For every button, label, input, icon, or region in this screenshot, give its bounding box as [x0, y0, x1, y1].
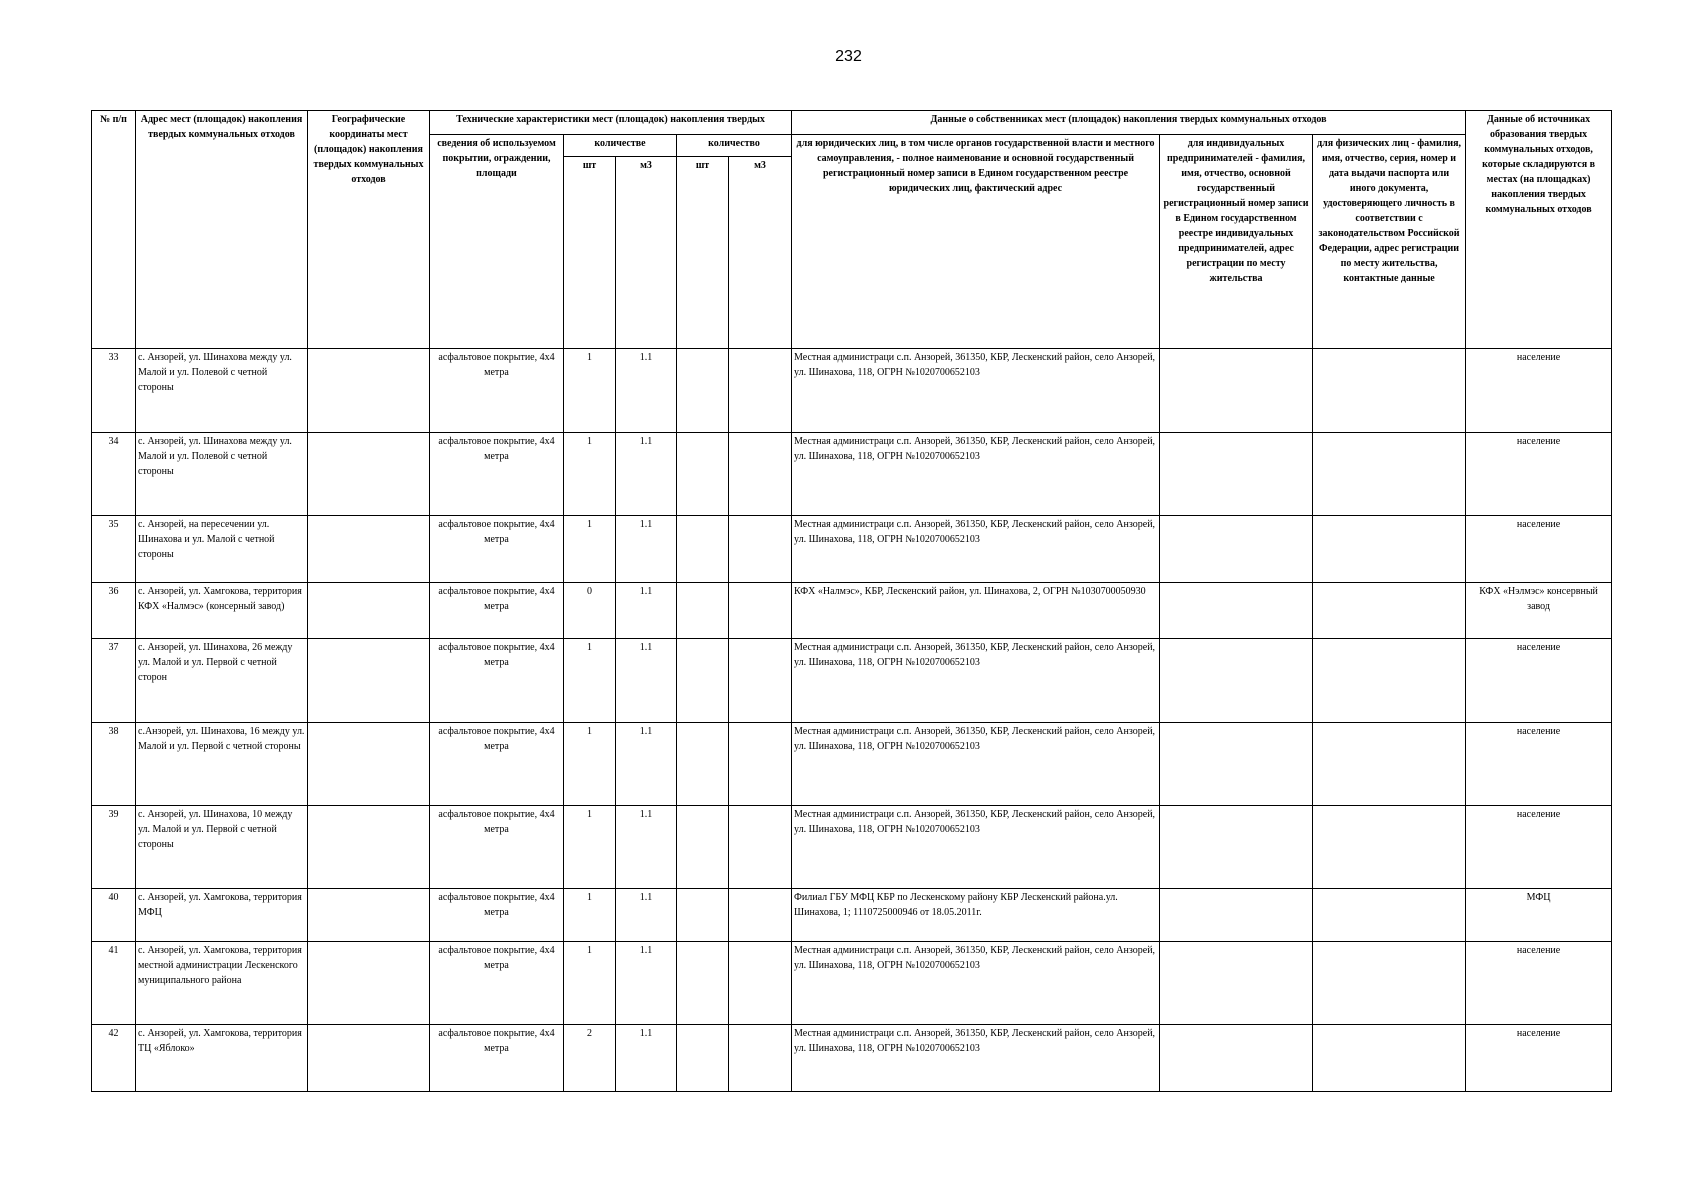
cell-sht: 1 — [564, 516, 616, 583]
cell-address: с.Анзорей, ул. Шинахова, 16 между ул. Малой и ул. Первой с четной стороны — [136, 723, 308, 806]
cell-m3-2 — [729, 639, 792, 723]
cell-phys — [1313, 1025, 1466, 1092]
table-row — [92, 889, 1612, 942]
cell-phys — [1313, 516, 1466, 583]
cell-address: с. Анзорей, ул. Хамгокова, территория КФХ «Налмэс» (консерный завод) — [136, 583, 308, 639]
cell-m3-2 — [729, 349, 792, 433]
cell-ip — [1160, 889, 1313, 942]
cell-sht-2 — [677, 516, 729, 583]
cell-geo — [308, 723, 430, 806]
cell-m3: 1.1 — [616, 516, 677, 583]
cell-phys — [1313, 806, 1466, 889]
cell-source: население — [1466, 1025, 1612, 1092]
cell-m3-2 — [729, 806, 792, 889]
cell-geo — [308, 889, 430, 942]
cell-m3: 1.1 — [616, 583, 677, 639]
cell-sht: 1 — [564, 639, 616, 723]
cell-m3: 1.1 — [616, 889, 677, 942]
header-unit-sht-2: шт — [677, 157, 729, 349]
cell-legal: Местная администраци с.п. Анзорей, 361350, КБР, Лескенский район, село Анзорей, ул. Шинахова, 118, ОГРН №1020700652103 — [792, 639, 1160, 723]
cell-source: население — [1466, 806, 1612, 889]
cell-ip — [1160, 433, 1313, 516]
cell-num: 39 — [92, 806, 136, 889]
cell-geo — [308, 1025, 430, 1092]
cell-sht-2 — [677, 1025, 729, 1092]
cell-address: с. Анзорей, ул. Шинахова между ул. Малой и ул. Полевой с четной стороны — [136, 349, 308, 433]
cell-m3-2 — [729, 942, 792, 1025]
header-unit-m3: м3 — [616, 157, 677, 349]
cell-phys — [1313, 889, 1466, 942]
header-tech-cover: сведения об используемом покрытии, ограждении, площади — [430, 135, 564, 349]
header-address: Адрес мест (площадок) накопления твердых коммунальных отходов — [136, 111, 308, 349]
cell-sht-2 — [677, 349, 729, 433]
cell-sht: 1 — [564, 433, 616, 516]
cell-sht-2 — [677, 639, 729, 723]
cell-m3: 1.1 — [616, 723, 677, 806]
table-row — [92, 723, 1612, 806]
header-geo: Географические координаты мест (площадок) накопления твердых коммунальных отходов — [308, 111, 430, 349]
header-owners-ip: для индивидуальных предпринимателей - фамилия, имя, отчество, основной государственный регистрационный номер записи в Едином государственном реестре индивидуальных предпринимателей, адрес регистрации по месту жительства — [1160, 135, 1313, 349]
table-row — [92, 583, 1612, 639]
cell-sht: 1 — [564, 723, 616, 806]
cell-m3: 1.1 — [616, 806, 677, 889]
cell-cover: асфальтовое покрытие, 4х4 метра — [430, 583, 564, 639]
cell-ip — [1160, 349, 1313, 433]
header-unit-sht: шт — [564, 157, 616, 349]
cell-cover: асфальтовое покрытие, 4х4 метра — [430, 942, 564, 1025]
cell-geo — [308, 806, 430, 889]
page-number: 232 — [835, 48, 862, 65]
table-row — [92, 942, 1612, 1025]
cell-sht: 2 — [564, 1025, 616, 1092]
cell-sht: 1 — [564, 349, 616, 433]
cell-sht-2 — [677, 942, 729, 1025]
table-row — [92, 433, 1612, 516]
cell-m3: 1.1 — [616, 433, 677, 516]
cell-legal: Местная администраци с.п. Анзорей, 361350, КБР, Лескенский район, село Анзорей, ул. Шинахова, 118, ОГРН №1020700652103 — [792, 723, 1160, 806]
cell-sht: 1 — [564, 806, 616, 889]
cell-ip — [1160, 639, 1313, 723]
cell-ip — [1160, 583, 1313, 639]
cell-m3: 1.1 — [616, 639, 677, 723]
cell-source: КФХ «Нэлмэс» консервный завод — [1466, 583, 1612, 639]
cell-legal: Местная администраци с.п. Анзорей, 361350, КБР, Лескенский район, село Анзорей, ул. Шинахова, 118, ОГРН №1020700652103 — [792, 1025, 1160, 1092]
table-row — [92, 806, 1612, 889]
cell-ip — [1160, 942, 1313, 1025]
cell-phys — [1313, 583, 1466, 639]
cell-m3-2 — [729, 516, 792, 583]
cell-phys — [1313, 349, 1466, 433]
cell-geo — [308, 433, 430, 516]
cell-source: население — [1466, 942, 1612, 1025]
cell-source: МФЦ — [1466, 889, 1612, 942]
cell-source: население — [1466, 516, 1612, 583]
header-owners: Данные о собственниках мест (площадок) накопления твердых коммунальных отходов — [792, 111, 1466, 135]
cell-m3: 1.1 — [616, 942, 677, 1025]
cell-cover: асфальтовое покрытие, 4х4 метра — [430, 639, 564, 723]
cell-address: с. Анзорей, ул. Хамгокова, территория ТЦ «Яблоко» — [136, 1025, 308, 1092]
cell-ip — [1160, 1025, 1313, 1092]
table-row — [92, 1025, 1612, 1092]
cell-cover: асфальтовое покрытие, 4х4 метра — [430, 349, 564, 433]
cell-source: население — [1466, 723, 1612, 806]
table-row — [92, 639, 1612, 723]
cell-geo — [308, 942, 430, 1025]
cell-ip — [1160, 806, 1313, 889]
cell-phys — [1313, 942, 1466, 1025]
cell-ip — [1160, 516, 1313, 583]
cell-legal: КФХ «Налмэс», КБР, Лескенский район, ул. Шинахова, 2, ОГРН №1030700050930 — [792, 583, 1160, 639]
cell-address: с. Анзорей, ул. Хамгокова, территория МФЦ — [136, 889, 308, 942]
cell-legal: Филиал ГБУ МФЦ КБР по Лескенскому району КБР Лескенский района.ул. Шинахова, 1; 1110725000946 от 18.05.2011г. — [792, 889, 1160, 942]
header-owners-legal: для юридических лиц, в том числе органов государственной власти и местного самоуправления, - полное наименование и основной государственный регистрационный номер записи в Едином государственном реестре юридических лиц, фактический адрес — [792, 135, 1160, 349]
cell-num: 38 — [92, 723, 136, 806]
cell-legal: Местная администраци с.п. Анзорей, 361350, КБР, Лескенский район, село Анзорей, ул. Шинахова, 118, ОГРН №1020700652103 — [792, 349, 1160, 433]
cell-num: 33 — [92, 349, 136, 433]
cell-legal: Местная администраци с.п. Анзорей, 361350, КБР, Лескенский район, село Анзорей, ул. Шинахова, 118, ОГРН №1020700652103 — [792, 516, 1160, 583]
cell-source: население — [1466, 433, 1612, 516]
cell-sht-2 — [677, 583, 729, 639]
cell-address: с. Анзорей, ул. Хамгокова, территория местной администрации Лескенского муниципального района — [136, 942, 308, 1025]
cell-legal: Местная администраци с.п. Анзорей, 361350, КБР, Лескенский район, село Анзорей, ул. Шинахова, 118, ОГРН №1020700652103 — [792, 806, 1160, 889]
cell-num: 36 — [92, 583, 136, 639]
cell-m3: 1.1 — [616, 1025, 677, 1092]
cell-num: 42 — [92, 1025, 136, 1092]
cell-legal: Местная администраци с.п. Анзорей, 361350, КБР, Лескенский район, село Анзорей, ул. Шинахова, 118, ОГРН №1020700652103 — [792, 433, 1160, 516]
cell-phys — [1313, 433, 1466, 516]
cell-sht: 1 — [564, 942, 616, 1025]
header-qty2: количество — [677, 135, 792, 157]
cell-source: население — [1466, 349, 1612, 433]
cell-phys — [1313, 639, 1466, 723]
cell-num: 34 — [92, 433, 136, 516]
cell-cover: асфальтовое покрытие, 4х4 метра — [430, 1025, 564, 1092]
header-owners-phys: для физических лиц - фамилия, имя, отчество, серия, номер и дата выдачи паспорта или иного документа, удостоверяющего личность в соответствии с законодательством Российской Федерации, адрес регистрации по месту жительства, контактные данные — [1313, 135, 1466, 349]
cell-cover: асфальтовое покрытие, 4х4 метра — [430, 433, 564, 516]
cell-geo — [308, 639, 430, 723]
cell-address: с. Анзорей, ул. Шинахова между ул. Малой и ул. Полевой с четной стороны — [136, 433, 308, 516]
header-unit-m3-2: м3 — [729, 157, 792, 349]
cell-cover: асфальтовое покрытие, 4х4 метра — [430, 723, 564, 806]
cell-sht: 1 — [564, 889, 616, 942]
cell-geo — [308, 516, 430, 583]
header-num: № п/п — [92, 111, 136, 349]
cell-num: 35 — [92, 516, 136, 583]
table-row — [92, 349, 1612, 433]
cell-source: население — [1466, 639, 1612, 723]
cell-cover: асфальтовое покрытие, 4х4 метра — [430, 516, 564, 583]
cell-geo — [308, 349, 430, 433]
register-table — [91, 110, 1612, 1092]
cell-geo — [308, 583, 430, 639]
cell-cover: асфальтовое покрытие, 4х4 метра — [430, 806, 564, 889]
cell-ip — [1160, 723, 1313, 806]
cell-sht-2 — [677, 889, 729, 942]
header-sources: Данные об источниках образования твердых коммунальных отходов, которые складируются в местах (на площадках) накопления твердых коммунальных отходов — [1466, 111, 1612, 349]
cell-sht-2 — [677, 723, 729, 806]
cell-m3-2 — [729, 1025, 792, 1092]
cell-m3-2 — [729, 723, 792, 806]
cell-m3: 1.1 — [616, 349, 677, 433]
cell-legal: Местная администраци с.п. Анзорей, 361350, КБР, Лескенский район, село Анзорей, ул. Шинахова, 118, ОГРН №1020700652103 — [792, 942, 1160, 1025]
cell-sht: 0 — [564, 583, 616, 639]
table-row — [92, 516, 1612, 583]
cell-address: с. Анзорей, ул. Шинахова, 10 между ул. Малой и ул. Первой с четной стороны — [136, 806, 308, 889]
cell-m3-2 — [729, 889, 792, 942]
header-qty1: количестве — [564, 135, 677, 157]
cell-cover: асфальтовое покрытие, 4х4 метра — [430, 889, 564, 942]
header-tech: Технические характеристики мест (площадок) накопления твердых — [430, 111, 792, 135]
cell-address: с. Анзорей, ул. Шинахова, 26 между ул. Малой и ул. Первой с четной сторон — [136, 639, 308, 723]
cell-num: 40 — [92, 889, 136, 942]
cell-sht-2 — [677, 433, 729, 516]
cell-num: 37 — [92, 639, 136, 723]
cell-num: 41 — [92, 942, 136, 1025]
cell-m3-2 — [729, 433, 792, 516]
cell-m3-2 — [729, 583, 792, 639]
cell-sht-2 — [677, 806, 729, 889]
cell-address: с. Анзорей, на пересечении ул. Шинахова и ул. Малой с четной стороны — [136, 516, 308, 583]
cell-phys — [1313, 723, 1466, 806]
